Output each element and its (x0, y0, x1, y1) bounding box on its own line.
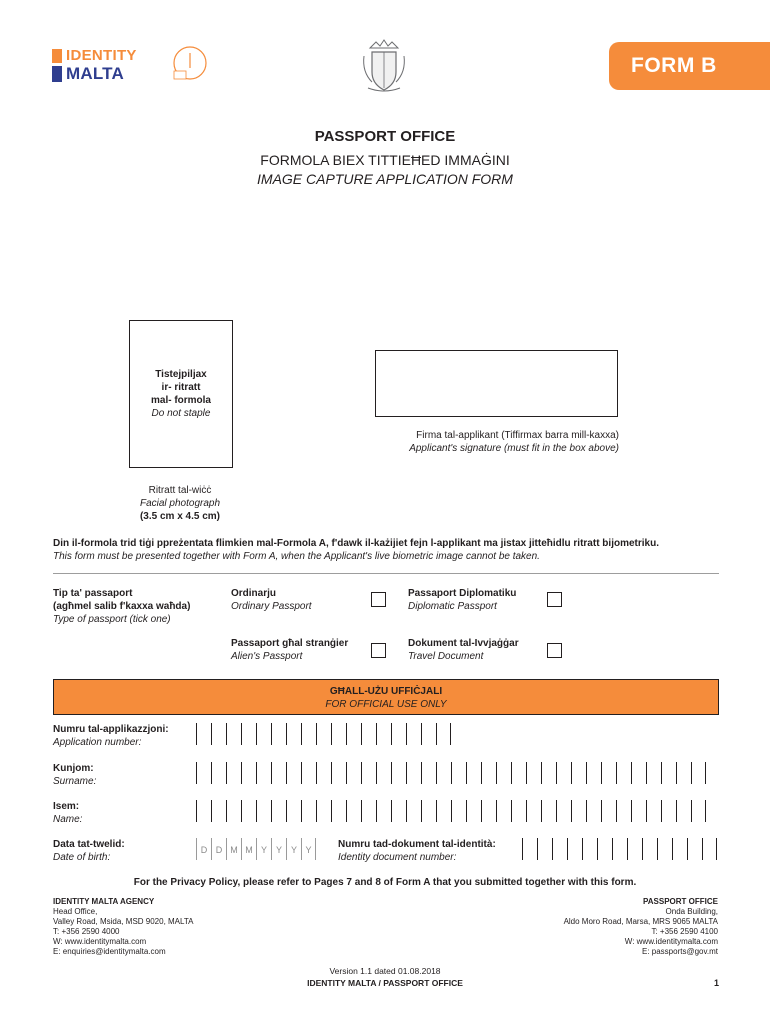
form-badge: FORM B (609, 42, 770, 90)
dob-label-mt: Data tat-twelid: (53, 839, 125, 850)
signature-label-en: Applicant's signature (must fit in the box above) (409, 443, 619, 454)
option-ordinary-label (231, 587, 361, 613)
dob-cell-year-1: Y (256, 838, 271, 860)
option-diplomatic-en: Diplomatic Passport (408, 601, 497, 612)
photo-caption-size: (3.5 cm x 4.5 cm) (139, 511, 221, 522)
logo-bottom-text: MALTA (66, 64, 124, 83)
application-number-label (53, 723, 193, 749)
footer-right-line2: Aldo Moro Road, Marsa, MRS 9065 MALTA (563, 917, 718, 926)
id-document-input[interactable] (522, 838, 717, 860)
checkbox-diplomatic[interactable] (547, 592, 562, 607)
option-travel-en: Travel Document (408, 651, 484, 662)
footer-left-email[interactable]: E: enquiries@identitymalta.com (53, 947, 166, 956)
checkbox-travel[interactable] (547, 643, 562, 658)
surname-label-en: Surname: (53, 776, 97, 787)
option-diplomatic-mt: Passaport Diplomatiku (408, 588, 517, 599)
dob-cell-month-1: M (226, 838, 241, 860)
footer-left-line2: Valley Road, Msida, MSD 9020, MALTA (53, 917, 194, 926)
dob-label (53, 838, 193, 864)
surname-label (53, 762, 193, 788)
checkbox-alien[interactable] (371, 643, 386, 658)
footer-left-tel: T: +356 2590 4000 (53, 927, 120, 936)
dob-cell-year-2: Y (271, 838, 286, 860)
intro-mt: Din il-formola trid tiġi ppreżentata flimkien mal-Formola A, f'dawk il-każijiet fejn l-applikant ma jistax jitteħidlu ritratt bijometriku. (53, 538, 659, 549)
footer-right-web[interactable]: W: www.identitymalta.com (624, 937, 718, 946)
identity-malta-logo (52, 47, 157, 85)
passport-type-label-mt: Tip ta' passaport (53, 588, 133, 599)
photo-caption (110, 484, 250, 523)
name-label-en: Name: (53, 814, 83, 825)
identity-circle-icon (170, 44, 210, 84)
name-label-mt: Isem: (53, 801, 80, 812)
privacy-note: For the Privacy Policy, please refer to Pages 7 and 8 of Form A that you submitted together with this form. (133, 877, 637, 888)
footer-right-line1: Onda Building, (665, 907, 718, 916)
name-label (53, 800, 193, 826)
signature-label-mt: Firma tal-applikant (Tiffirmax barra mill-kaxxa) (416, 430, 619, 441)
footer-left-org: IDENTITY MALTA AGENCY (53, 897, 155, 906)
checkbox-ordinary[interactable] (371, 592, 386, 607)
signature-label (300, 429, 619, 455)
footer-right-tel: T: +356 2590 4100 (651, 927, 718, 936)
surname-label-mt: Kunjom: (53, 763, 94, 774)
option-alien-en: Alien's Passport (231, 651, 303, 662)
official-use-band (53, 679, 719, 715)
passport-type-label-instruction: (agħmel salib f'kaxxa waħda) (53, 601, 191, 612)
footer-org-name: IDENTITY MALTA / PASSPORT OFFICE (307, 978, 463, 988)
application-number-input[interactable] (196, 723, 451, 745)
form-title-maltese: FORMOLA BIEX TITTIEĦED IMMAĠINI (260, 152, 510, 168)
dob-label-en: Date of birth: (53, 852, 111, 863)
photo-text-line2: ir- ritratt (161, 382, 201, 393)
dob-cell-day-1: D (196, 838, 211, 860)
footer-right-org: PASSPORT OFFICE (643, 897, 718, 906)
photo-text-line3: mal- formola (150, 395, 211, 406)
option-ordinary-en: Ordinary Passport (231, 601, 312, 612)
passport-type-label (53, 587, 233, 626)
passport-type-label-en: Type of passport (tick one) (53, 614, 171, 625)
id-document-label (338, 838, 523, 864)
dob-cell-year-3: Y (286, 838, 301, 860)
application-number-label-en: Application number: (53, 737, 142, 748)
application-number-label-mt: Numru tal-applikazzjoni: (53, 724, 169, 735)
photo-caption-mt: Ritratt tal-wiċċ (148, 485, 212, 496)
coat-of-arms-icon (360, 38, 408, 94)
signature-box[interactable] (375, 350, 618, 417)
version-text: Version 1.1 dated 01.08.2018 (329, 966, 441, 976)
option-diplomatic-label (408, 587, 543, 613)
option-travel-label (408, 637, 543, 663)
footer-right-email[interactable]: E: passports@gov.mt (642, 947, 718, 956)
dob-cell-year-4: Y (301, 838, 316, 860)
id-document-label-en: Identity document number: (338, 852, 457, 863)
photo-text-line4: Do not staple (151, 408, 211, 419)
footer-right-address (420, 897, 718, 957)
official-use-mt: GĦALL-UŻU UFFIĊJALI (329, 686, 443, 697)
id-document-label-mt: Numru tad-dokument tal-identità: (338, 839, 496, 850)
option-alien-mt: Passaport għal stranġier (231, 638, 349, 649)
form-title-english: IMAGE CAPTURE APPLICATION FORM (257, 171, 513, 187)
divider (53, 573, 719, 574)
photo-instructions (129, 368, 233, 420)
page-number: 1 (713, 978, 719, 988)
dob-input[interactable] (196, 838, 316, 860)
official-use-en: FOR OFFICIAL USE ONLY (325, 699, 447, 710)
surname-input[interactable] (196, 762, 706, 784)
page-title: PASSPORT OFFICE (314, 128, 456, 145)
footer-left-address (53, 897, 353, 957)
footer-left-line1: Head Office, (53, 907, 98, 916)
photo-text-line1: Tistejpiljax (155, 369, 207, 380)
footer-left-web[interactable]: W: www.identitymalta.com (53, 937, 147, 946)
option-alien-label (231, 637, 366, 663)
photo-caption-en: Facial photograph (139, 498, 221, 509)
option-ordinary-mt: Ordinarju (231, 588, 277, 599)
option-travel-mt: Dokument tal-Ivvjaġġar (408, 638, 519, 649)
logo-top-text: IDENTITY (66, 47, 137, 64)
intro-text (53, 537, 723, 563)
dob-cell-month-2: M (241, 838, 256, 860)
name-input[interactable] (196, 800, 706, 822)
dob-cell-day-2: D (211, 838, 226, 860)
intro-en: This form must be presented together with Form A, when the Applicant's live biometric image cannot be taken. (53, 551, 540, 562)
